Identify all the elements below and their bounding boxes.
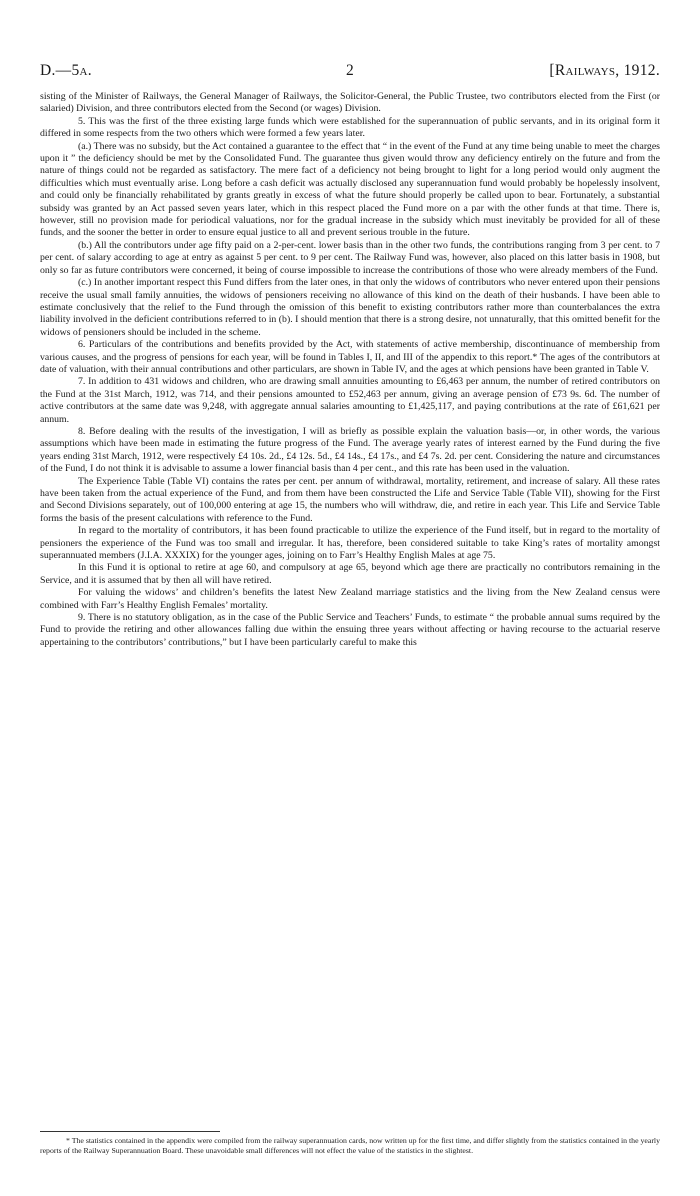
paragraph-experience-table: The Experience Table (Table VI) contains the rates per cent. per annum of withdrawal, mortality, retirement, and increase of salary. All these rates have been taken from the actual experience of the Fund, and from them have been constructed the Life and Service Table (Table VII), showing for the First and Second Divisions separately, out of 100,000 entering at age 15, the numbers who will withdraw, die, and retire in each year. This Life and Service Table forms the basis of the present calculations with reference to the Fund. xyxy=(40,475,660,524)
paragraph-7: 7. In addition to 431 widows and children, who are drawing small annuities amounting to £6,463 per annum, the number of retired contributors on the Fund at the 31st March, 1912, was 714, and their pensions amounted to £52,463 per annum, giving an average pension of £73 9s. 6d. The number of active contributors at the same date was 9,248, with aggregate annual salaries amounting to £1,425,117, and paying contributions at the rate of £61,621 per annum. xyxy=(40,376,660,425)
paragraph-9: 9. There is no statutory obligation, as in the case of the Public Service and Teachers’ Funds, to estimate “ the probable annual sums required by the Fund to provide the retiring and other allowances falling due within the ensuing three years without affecting or having recourse to the actuarial reserve appertaining to the contributors’ contributions,” but I have been particularly careful to make this xyxy=(40,612,660,648)
paragraph-widows-benefits: For valuing the widows’ and children’s benefits the latest New Zealand marriage statistics and the living from the New Zealand census were combined with Farr’s Healthy English Females’ mortality. xyxy=(40,587,660,611)
header-title: [Railways, 1912. xyxy=(549,62,660,79)
paragraph-mortality: In regard to the mortality of contributors, it has been found practicable to utilize the experience of the Fund itself, but in regard to the mortality of pensioners the experience of the Fund was too small and irregular. It has, therefore, been considered suitable to take King’s rates of mortality amongst superannuated members (J.I.A. XXXIX) for the younger ages, joining on to Farr’s Healthy English Males at age 75. xyxy=(40,525,660,562)
paragraph-5b: (b.) All the contributors under age fifty paid on a 2-per-cent. lower basis than in the other two funds, the contributions ranging from 3 per cent. to 7 per cent. of salary according to age at entry as against 5 per cent. to 9 per cent. The Railway Fund was, however, also placed on this latter basis in 1908, but only so far as future contributors were concerned, it being of course impossible to increase the contributions of those who were already members of the Fund. xyxy=(40,239,660,276)
paragraph-5: 5. This was the first of the three existing large funds which were established for the superannuation of public servants, and in its original form it differed in some respects from the two others which were formed a few years later. xyxy=(40,115,660,140)
paragraph-retirement-age: In this Fund it is optional to retire at age 60, and compulsory at age 65, beyond which age there are practically no contributors remaining in the Service, and it is assumed that by then all will have retired. xyxy=(40,562,660,586)
paragraph-6: 6. Particulars of the contributions and benefits provided by the Act, with statements of active membership, discontinuance of membership from various causes, and the progress of pensions for each year, will be found in Tables I, II, and III of the appendix to this report.* The ages of the contributors at date of valuation, with their annual contributions and other particulars, are shown in Table IV, and the ages at which pensions have been granted in Table V. xyxy=(40,339,660,375)
paragraph-continuation: sisting of the Minister of Railways, the General Manager of Railways, the Solicitor-General, the Public Trustee, two contributors elected from the First (or salaried) Division, and three contributors elected from the Second (or wages) Division. xyxy=(40,91,660,115)
paragraph-5c: (c.) In another important respect this Fund differs from the later ones, in that only the widows of contributors who never entered upon their pensions receive the usual small family annuities, the widows of pensioners receiving no allowance of this kind on the death of their husbands. I have been able to estimate conclusively that the relief to the Fund through the omission of this benefit to existing contributors rather more than counterbalances the extra liability involved in the deficient contributions referred to in (b). I should mention that there is a strong desire, not unnaturally, that this omitted benefit for the widows of pensioners should be included in the scheme. xyxy=(40,277,660,338)
paragraph-8: 8. Before dealing with the results of the investigation, I will as briefly as possible explain the valuation basis—or, in other words, the various assumptions which have been made in estimating the future progress of the Fund. The average yearly rates of interest earned by the Fund during the five years ending 31st March, 1912, were respectively £4 10s. 2d., £4 12s. 5d., £4 14s., £4 17s., and £4 7s. 2d. per cent. Considering the nature and circumstances of the Fund, I do not think it is advisable to assume a lower financial basis than 4 per cent., and this rate has been used in the valuation. xyxy=(40,425,660,475)
header-reference: D.—5a. xyxy=(40,62,92,79)
page-number: 2 xyxy=(345,62,355,79)
body-text xyxy=(40,91,660,649)
paragraph-5a: (a.) There was no subsidy, but the Act contained a guarantee to the effect that “ in the event of the Fund at any time being unable to meet the charges upon it ” the deficiency should be met by the Consolidated Fund. The guarantee thus given would throw any deficiency entirely on the future and from the nature of things could not be regarded as satisfactory. The mere fact of a deficiency not being brought to light for a long period would only augment the difficulties which must eventually arise. Long before a cash deficit was actually disclosed any superannuation fund would probably be hopelessly insolvent, and could only be financially rehabilitated by grants greatly in excess of what the future should properly be called upon to bear. Fortunately, a substantial subsidy was granted by an Act passed seven years later, which in this respect placed the Fund more on a par with the other funds at that time. There is, however, still no provision made for periodical valuations, nor for the gradual increase in the subsidy which must inevitably be provided for all of these funds, and the sooner the better in order to ensure equal justice to all and prevent serious trouble in the future. xyxy=(40,140,660,239)
footnote-rule xyxy=(40,1131,220,1132)
footnote: * The statistics contained in the appendix were compiled from the railway superannuation cards, now written up for the first time, and differ slightly from the statistics contained in the yearly reports of the Railway Superannuation Board. These unavoidable small differences will not effect the value of the statistics in the slightest. xyxy=(40,1136,660,1155)
